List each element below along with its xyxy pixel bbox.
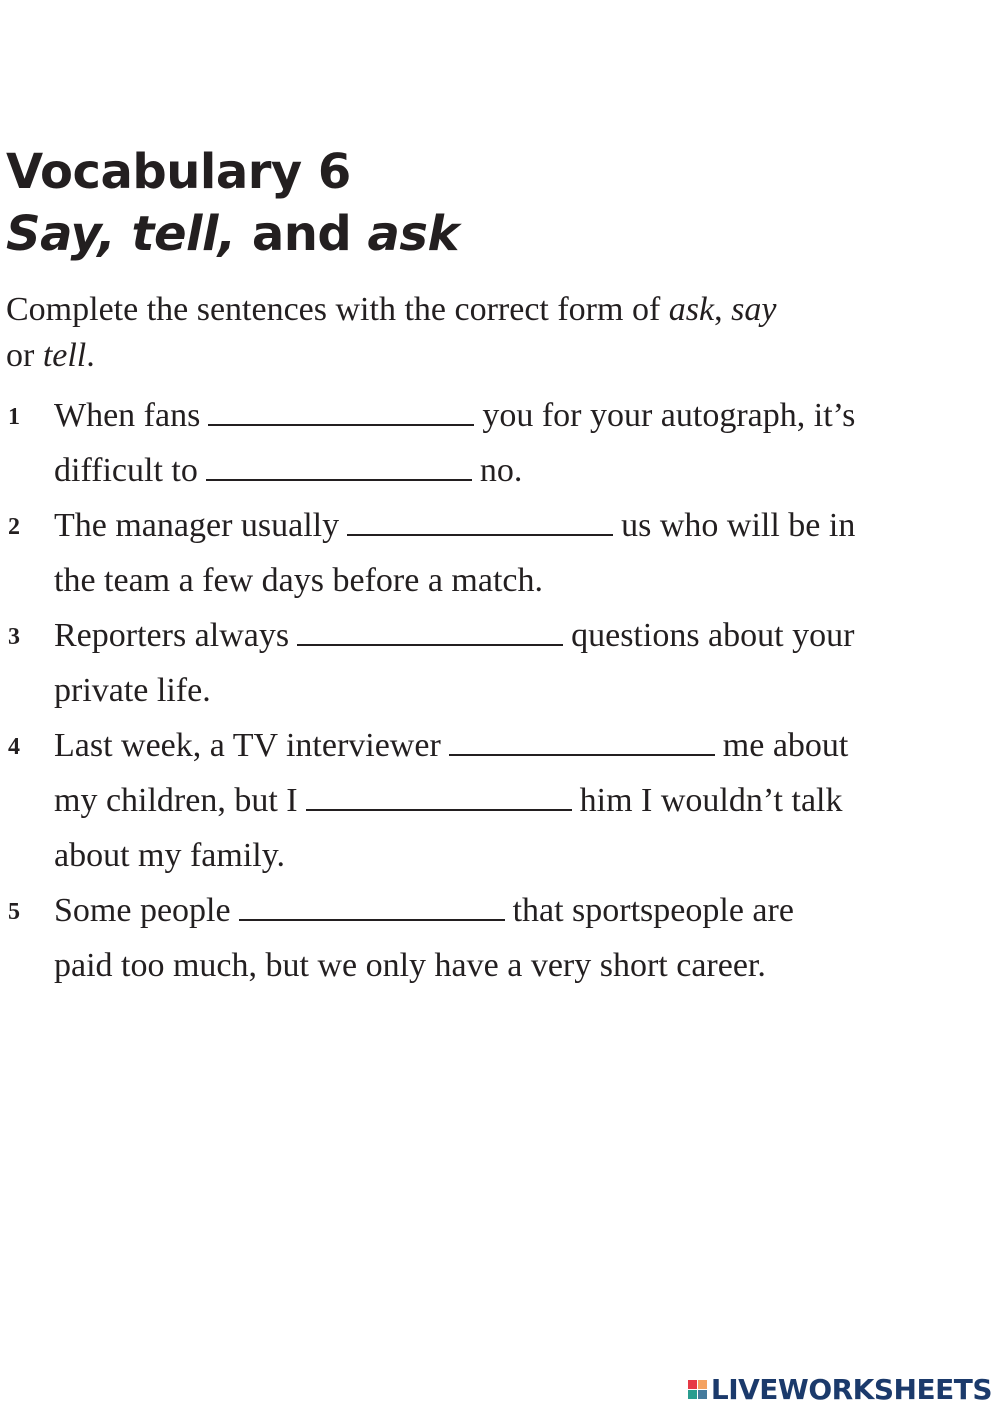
item-text: Reporters always [54,617,290,654]
subtitle-ask: ask [367,206,459,262]
answer-blank[interactable] [206,453,472,481]
item-text: us who will be in [621,507,856,544]
item-text: Some people [54,892,231,929]
page-subtitle [6,204,459,264]
item-line: the team a few days before a match. [54,562,543,599]
exercise-item-1 [0,388,964,498]
exercise-list [0,388,1000,993]
liveworksheets-logo-icon [688,1380,707,1399]
item-line [54,498,964,553]
instructions-word-say: say [731,291,777,328]
answer-blank[interactable] [239,893,505,921]
logo-square [688,1380,697,1389]
instructions-text-2: or [6,337,43,374]
item-number: 5 [8,899,20,925]
instructions-word-ask: ask [668,291,715,328]
item-text: Last week, a TV interviewer [54,727,441,764]
subtitle-tell: tell, [131,206,236,262]
item-text: questions about your [571,617,855,654]
item-text: my children, but I [54,782,298,819]
liveworksheets-logo[interactable] [688,1371,992,1407]
item-number: 2 [8,514,20,540]
item-text: you for your autograph, it’s [482,397,856,434]
exercise-item-3 [0,608,964,718]
item-text: me about [722,727,849,764]
instructions-period: . [86,337,95,374]
item-line: paid too much, but we only have a very short career. [54,947,766,984]
subtitle-say: Say, [6,206,116,262]
item-line [54,773,964,828]
item-line [54,443,964,498]
logo-square [698,1380,707,1389]
item-text: When fans [54,397,201,434]
answer-blank[interactable] [297,618,563,646]
exercise-item-2 [0,498,964,608]
instructions-text: Complete the sentences with the correct form of [6,291,669,328]
item-text: that sportspeople are [512,892,794,929]
item-line [54,608,964,663]
item-number: 1 [8,404,20,430]
logo-square [698,1390,707,1399]
item-text: difficult to [54,452,198,489]
instructions [6,287,946,379]
logo-text: LIVEWORKSHEETS [710,1372,992,1406]
answer-blank[interactable] [306,783,572,811]
logo-square [688,1390,697,1399]
item-line: private life. [54,672,211,709]
answer-blank[interactable] [347,508,613,536]
instructions-word-tell: tell [42,337,87,374]
item-line [54,718,964,773]
subtitle-and: and [251,206,352,262]
answer-blank[interactable] [449,728,715,756]
exercise-item-5 [0,883,964,993]
item-line [54,388,964,443]
item-text: The manager usually [54,507,340,544]
page-title: Vocabulary 6 [6,144,351,200]
answer-blank[interactable] [208,398,474,426]
exercise-item-4 [0,718,964,883]
item-text: no. [479,452,523,489]
item-line: about my family. [54,837,286,874]
item-number: 3 [8,624,20,650]
item-number: 4 [8,734,20,760]
item-text: him I wouldn’t talk [579,782,843,819]
item-line [54,883,964,938]
instructions-comma: , [714,291,732,328]
